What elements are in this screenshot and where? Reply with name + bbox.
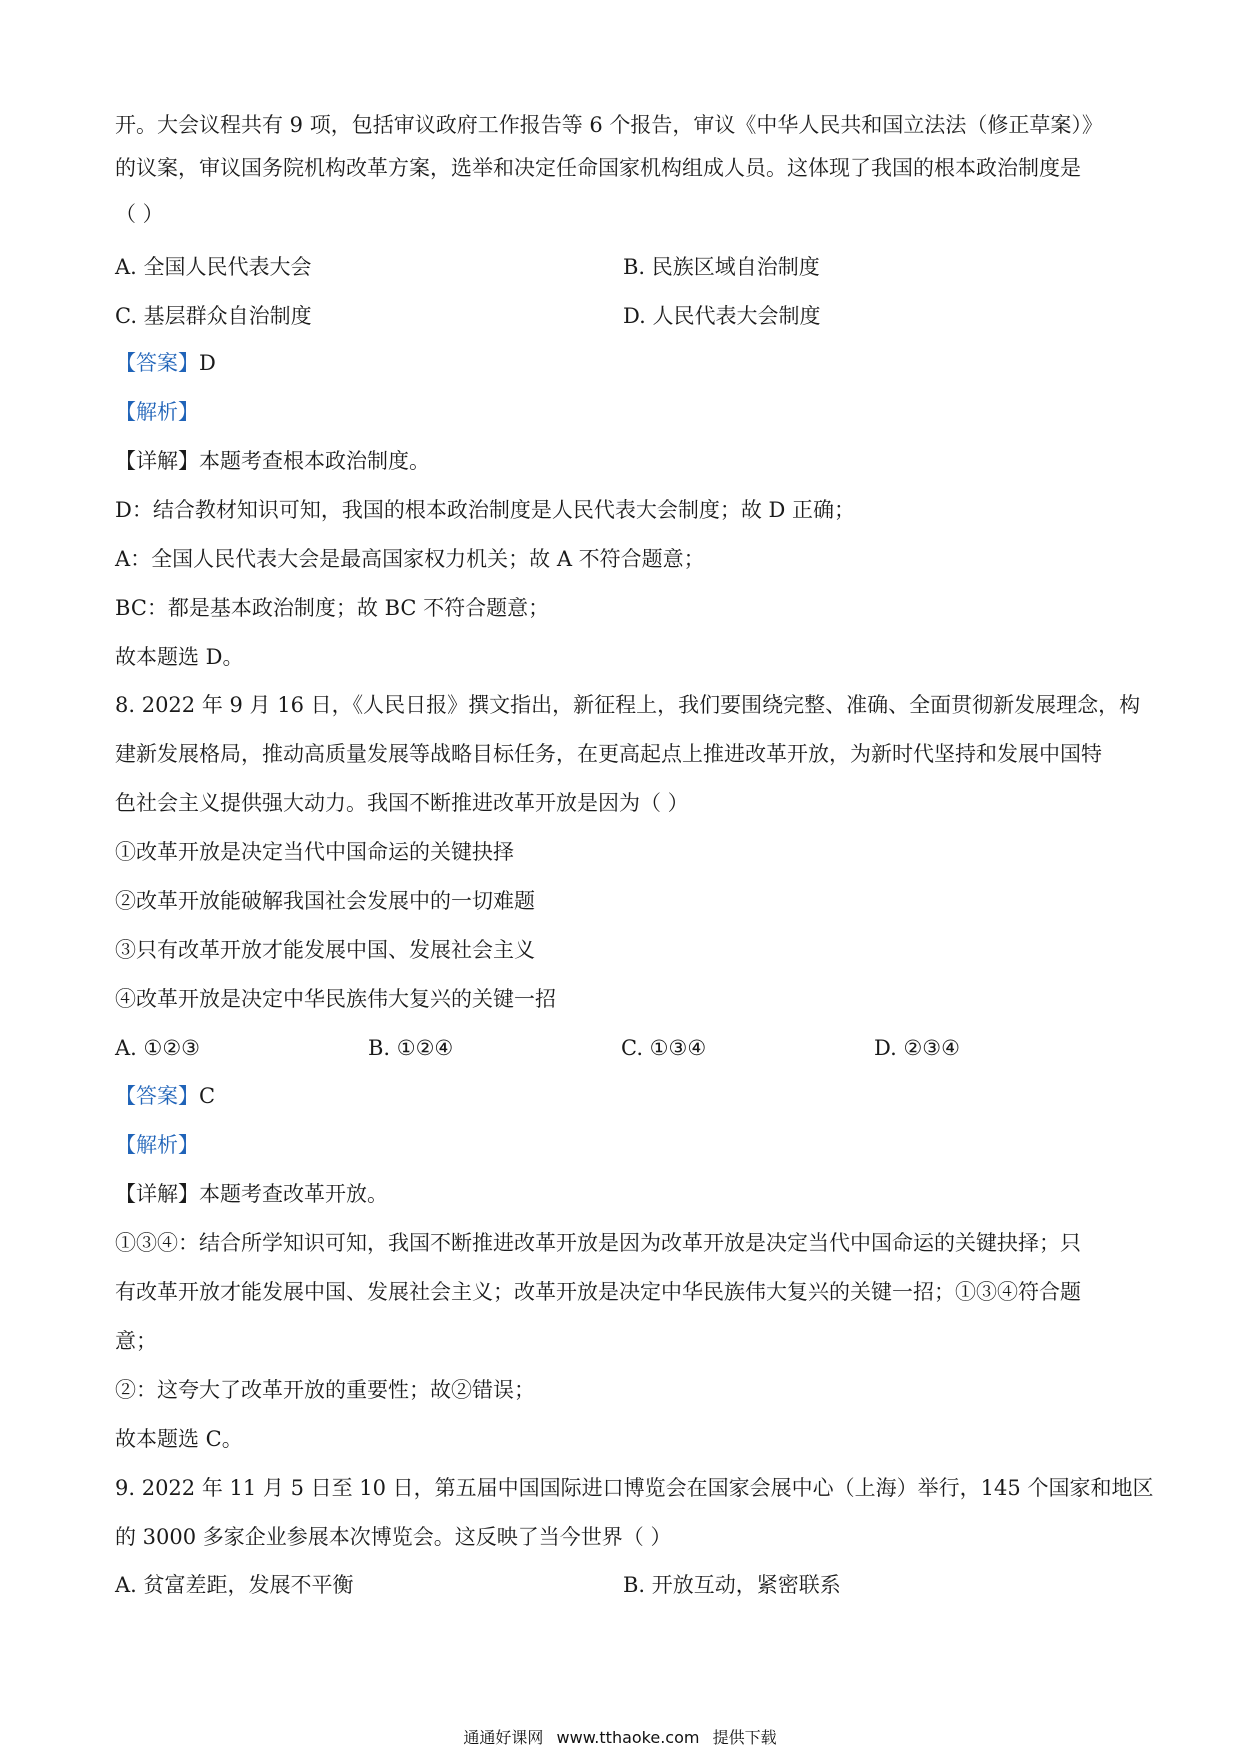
q8-detail-line-1: 【详解】本题考查改革开放。 xyxy=(115,1182,388,1206)
q7-option-c: C. 基层群众自治制度 xyxy=(115,304,312,328)
answer-value: D xyxy=(199,351,216,375)
q8-statement-3: ③只有改革开放才能发展中国、发展社会主义 xyxy=(115,938,535,962)
answer-tag: 【答案】 xyxy=(115,1084,199,1108)
q7-stem-line-2: 的议案，审议国务院机构改革方案，选举和决定任命国家机构组成人员。这体现了我国的根本政治制度是 xyxy=(115,156,1081,180)
q8-stem-line-3: 色社会主义提供强大动力。我国不断推进改革开放是因为（ ） xyxy=(115,791,689,815)
q7-option-b: B. 民族区域自治制度 xyxy=(623,255,820,279)
q7-option-d: D. 人民代表大会制度 xyxy=(623,304,821,328)
q8-statement-2: ②改革开放能破解我国社会发展中的一切难题 xyxy=(115,889,535,913)
q8-detail-line-5: ②：这夸大了改革开放的重要性；故②错误； xyxy=(115,1378,535,1402)
q9-stem-line-2: 的 3000 多家企业参展本次博览会。这反映了当今世界（ ） xyxy=(115,1525,672,1549)
footer-suffix: 提供下载 xyxy=(712,1728,777,1747)
q7-detail-line-2: D：结合教材知识可知，我国的根本政治制度是人民代表大会制度；故 D 正确； xyxy=(115,498,856,522)
q7-detail-line-5: 故本题选 D。 xyxy=(115,645,244,669)
q9-option-b: B. 开放互动，紧密联系 xyxy=(623,1573,841,1597)
q8-option-d: D. ②③④ xyxy=(874,1036,960,1060)
q8-detail-line-4: 意； xyxy=(115,1329,157,1353)
q9-stem-line-1: 9. 2022 年 11 月 5 日至 10 日，第五届中国国际进口博览会在国家会展中心（上海）举行，145 个国家和地区 xyxy=(115,1476,1154,1500)
footer-url[interactable]: www.tthaoke.com xyxy=(556,1728,700,1747)
q8-detail-line-6: 故本题选 C。 xyxy=(115,1427,243,1451)
analysis-tag: 【解析】 xyxy=(115,1133,199,1157)
q7-detail-line-3: A：全国人民代表大会是最高国家权力机关；故 A 不符合题意； xyxy=(115,547,705,571)
q7-stem-line-3: （ ） xyxy=(115,202,164,226)
q8-detail-line-3: 有改革开放才能发展中国、发展社会主义；改革开放是决定中华民族伟大复兴的关键一招；①③④符合题 xyxy=(115,1280,1081,1304)
q8-option-c: C. ①③④ xyxy=(621,1036,707,1060)
q8-stem-line-2: 建新发展格局，推动高质量发展等战略目标任务，在更高起点上推进改革开放，为新时代坚持和发展中国特 xyxy=(115,742,1102,766)
q7-detail-line-4: BC：都是基本政治制度；故 BC 不符合题意； xyxy=(115,596,550,620)
q8-option-b: B. ①②④ xyxy=(368,1036,454,1060)
q7-answer-line xyxy=(115,348,1135,378)
q7-analysis-line xyxy=(115,397,1135,427)
page-footer xyxy=(0,1728,1240,1748)
q8-analysis-line xyxy=(115,1130,1135,1160)
q8-statement-1: ①改革开放是决定当代中国命运的关键抉择 xyxy=(115,840,514,864)
q8-statement-4: ④改革开放是决定中华民族伟大复兴的关键一招 xyxy=(115,987,556,1011)
q8-detail-line-2: ①③④：结合所学知识可知，我国不断推进改革开放是因为改革开放是决定当代中国命运的关键抉择；只 xyxy=(115,1231,1081,1255)
analysis-tag: 【解析】 xyxy=(115,400,199,424)
q8-option-a: A. ①②③ xyxy=(115,1036,200,1060)
q9-option-a: A. 贫富差距，发展不平衡 xyxy=(115,1573,354,1597)
footer-site-name: 通通好课网 xyxy=(463,1728,544,1747)
answer-tag: 【答案】 xyxy=(115,351,199,375)
answer-value: C xyxy=(199,1084,216,1108)
q7-stem-line-1: 开。大会议程共有 9 项，包括审议政府工作报告等 6 个报告，审议《中华人民共和国立法法（修正草案）》 xyxy=(115,113,1103,137)
q7-detail-line-1: 【详解】本题考查根本政治制度。 xyxy=(115,449,430,473)
q8-answer-line xyxy=(115,1081,1135,1111)
q8-stem-line-1: 8. 2022 年 9 月 16 日，《人民日报》撰文指出，新征程上，我们要围绕完整、准确、全面贯彻新发展理念，构 xyxy=(115,693,1141,717)
q7-option-a: A. 全国人民代表大会 xyxy=(115,255,312,279)
